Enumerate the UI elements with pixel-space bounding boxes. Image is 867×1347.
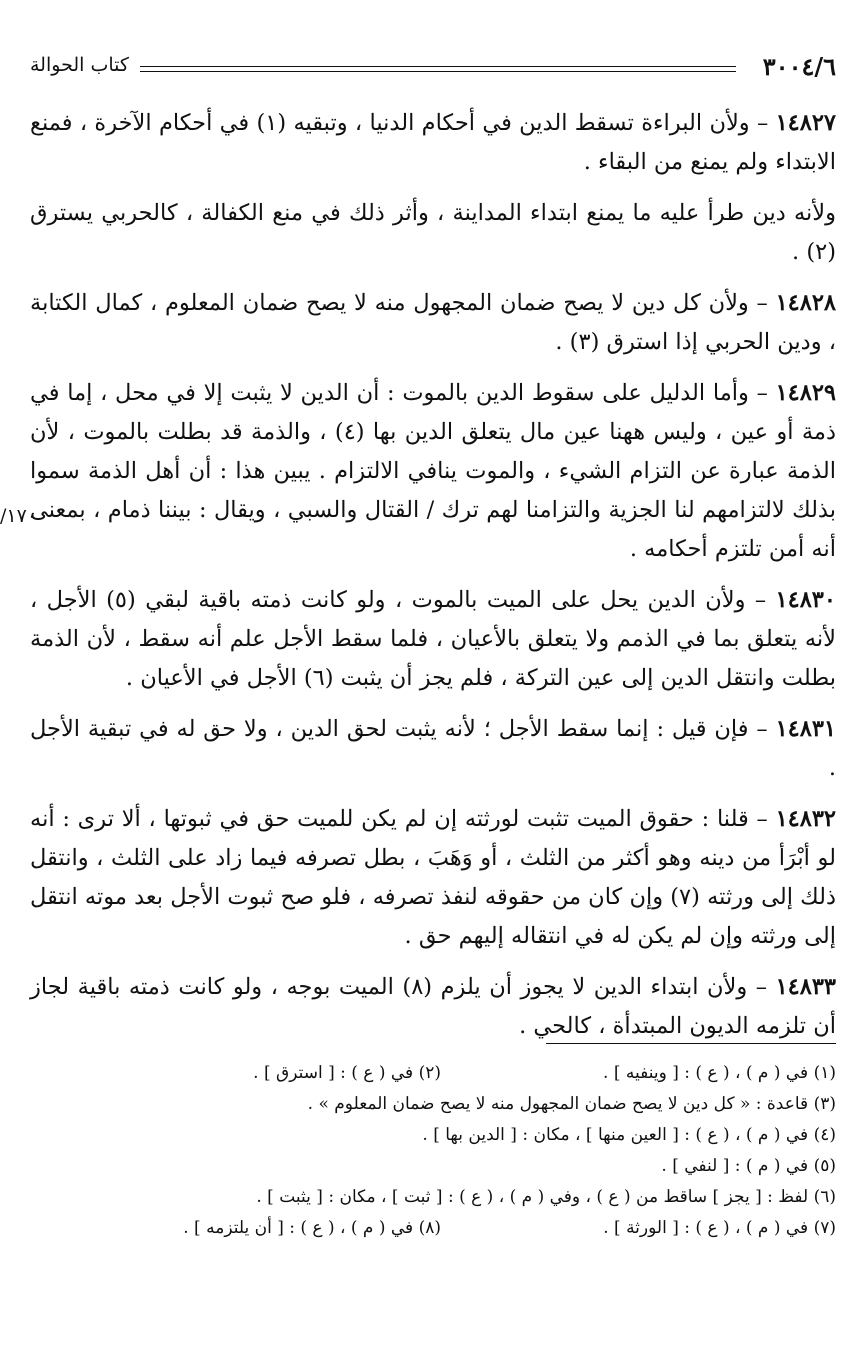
footnote: (٢) في ( ع ) : [ استرق ] . — [253, 1063, 441, 1083]
book-title: كتاب الحوالة — [30, 54, 129, 76]
paragraph — [30, 194, 836, 272]
issue-number: ١٤٨٣٢ — [775, 806, 836, 832]
paragraph — [30, 968, 836, 1046]
issue-number: ١٤٨٣٣ — [775, 974, 836, 1000]
paragraph — [30, 104, 836, 182]
footnote-divider — [546, 1043, 836, 1044]
page-header — [30, 52, 836, 92]
issue-number: ١٤٨٢٨ — [775, 290, 836, 316]
issue-number: ١٤٨٣٠ — [775, 587, 836, 613]
footnote: (١) في ( م ) ، ( ع ) : [ وينفيه ] . — [603, 1063, 836, 1083]
paragraph — [30, 710, 836, 788]
footnote-row — [30, 1089, 836, 1120]
footnote: (٥) في ( م ) : [ لنفي ] . — [661, 1156, 836, 1176]
paragraph-text: – وأما الدليل على سقوط الدين بالموت : أن الدين لا يثبت إلا في محل ، إما في ذمة أو عين ، وليس ههنا عين مال يتعلق الدين بها (٤) ، والذمة قد بطلت بالموت ، لأن الذمة عبارة عن التزام الشيء ، والموت ينافي الالتزام . يبين هذا : أن أهل الذمة سموا بذلك لالتزامهم لنا الجزية والتزامنا لهم ترك / القتال والسبي ، ويقال : بيننا ذمام ، بمعنى أنه أمن تلتزم أحكامه . — [30, 380, 836, 562]
footnote-row — [30, 1213, 836, 1244]
footnote-row — [30, 1058, 836, 1089]
footnote: (٣) قاعدة : « كل دين لا يصح ضمان المجهول منه لا يصح ضمان المعلوم » . — [307, 1094, 836, 1114]
paragraph-text: – ولأن الدين يحل على الميت بالموت ، ولو كانت ذمته باقية لبقي (٥) الأجل ، لأنه يتعلق بما في الذمم ولا يتعلق بالأعيان ، فلما سقط الأجل علم أنه سقط ، لأن الذمة بطلت وانتقل الدين إلى عين التركة ، فلم يجز أن يثبت (٦) الأجل في الأعيان . — [30, 587, 836, 691]
header-rule — [140, 66, 736, 72]
footnote-row — [30, 1182, 836, 1213]
issue-number: ١٤٨٣١ — [775, 716, 836, 742]
paragraph-text: ولأنه دين طرأ عليه ما يمنع ابتداء المداينة ، وأثر ذلك في منع الكفالة ، كالحربي يسترق (٢) . — [30, 200, 836, 265]
footnotes — [30, 1058, 836, 1244]
margin-folio-note: /١٧٠ — [0, 505, 38, 527]
paragraph-text: – قلنا : حقوق الميت تثبت لورثته إن لم يكن للميت حق في ثبوتها ، ألا ترى : أنه لو أبْرَأ من دينه وهو أكثر من الثلث ، أو وَهَبَ ، بطل تصرفه فيما زاد على الثلث ، وانتقل ذلك إلى ورثته (٧) وإن كان من حقوقه لنفذ تصرفه ، فلو صح ثبوت الأجل بعد موته انتقل إلى ورثته وإن لم يكن له في انتقاله إليهم حق . — [30, 806, 837, 949]
paragraph-text: – ولأن كل دين لا يصح ضمان المجهول منه لا يصح ضمان المعلوم ، كمال الكتابة ، ودين الحربي إذا استرق (٣) . — [30, 290, 836, 355]
paragraph-text: – ولأن ابتداء الدين لا يجوز أن يلزم (٨) الميت بوجه ، ولو كانت ذمته باقية لجاز أن تلزمه الديون المبتدأة ، كالحي . — [30, 974, 836, 1039]
issue-number: ١٤٨٢٩ — [775, 380, 836, 406]
footnote: (٦) لفظ : [ يجز ] ساقط من ( ع ) ، وفي ( م ) ، ( ع ) : [ ثبت ] ، مكان : [ يثبت ] . — [256, 1187, 836, 1207]
paragraph — [30, 374, 836, 569]
page-number: ٣٠٠٤/٦ — [762, 52, 836, 81]
paragraph-text: – ولأن البراءة تسقط الدين في أحكام الدنيا ، وتبقيه (١) في أحكام الآخرة ، فمنع الابتداء ولم يمنع من البقاء . — [30, 110, 836, 175]
paragraph — [30, 581, 836, 698]
paragraph — [30, 800, 836, 956]
footnote: (٤) في ( م ) ، ( ع ) : [ العين منها ] ، مكان : [ الدين بها ] . — [422, 1125, 836, 1145]
footnote-row — [30, 1151, 836, 1182]
paragraph-text: – فإن قيل : إنما سقط الأجل ؛ لأنه يثبت لحق الدين ، ولا حق له في تبقية الأجل . — [30, 716, 836, 781]
footnote: (٧) في ( م ) ، ( ع ) : [ الورثة ] . — [603, 1218, 836, 1238]
main-text — [30, 104, 836, 1058]
paragraph — [30, 284, 836, 362]
issue-number: ١٤٨٢٧ — [775, 110, 836, 136]
footnote: (٨) في ( م ) ، ( ع ) : [ أن يلتزمه ] . — [183, 1218, 441, 1238]
footnote-row — [30, 1120, 836, 1151]
